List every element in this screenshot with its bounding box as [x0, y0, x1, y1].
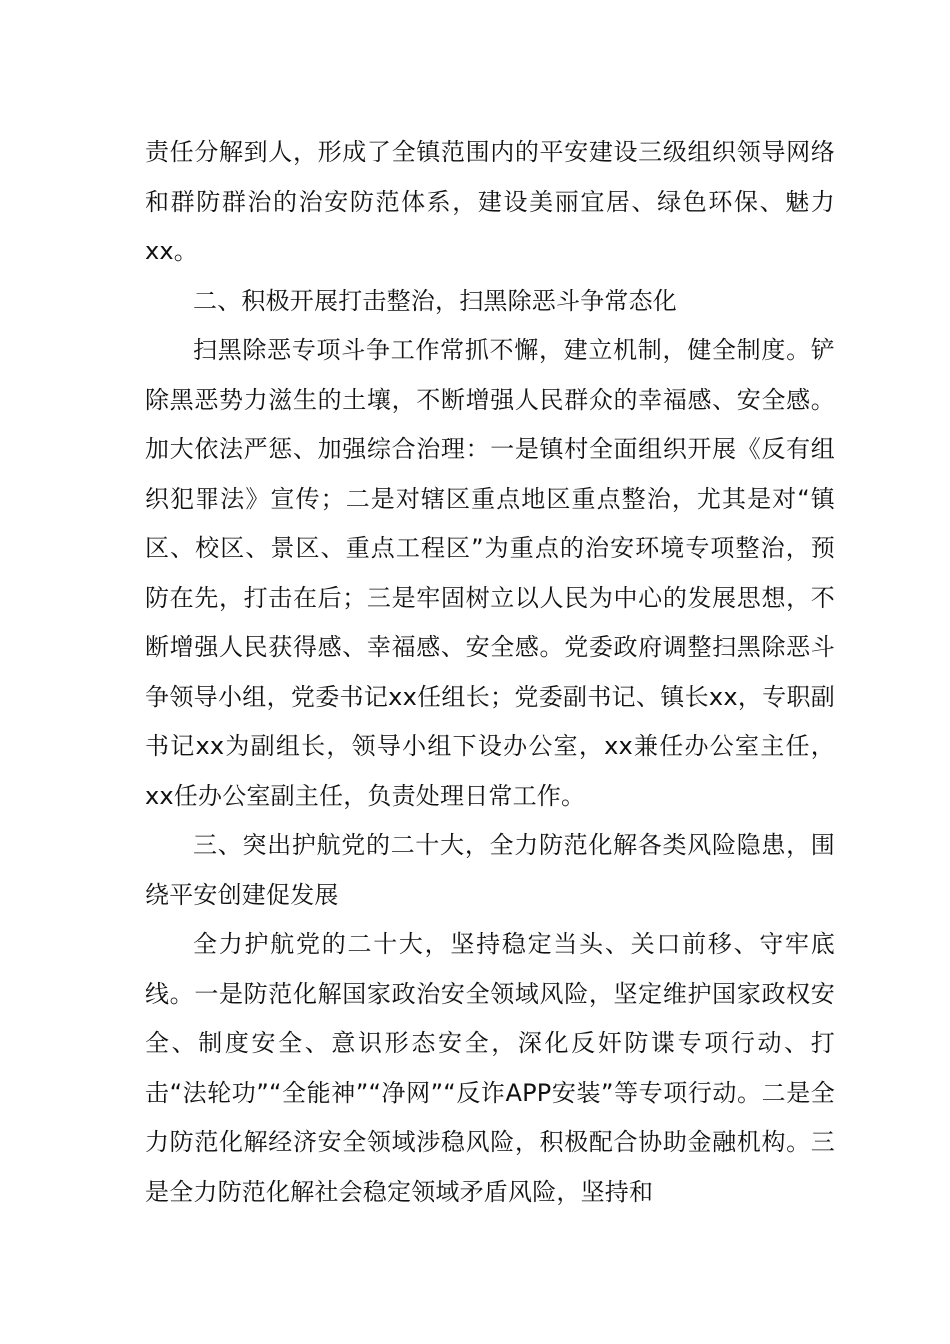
paragraph-section-2: 扫黑除恶专项斗争工作常抓不懈，建立机制，健全制度。铲除黑恶势力滋生的土壤，不断增强人民群众的幸福感、安全感。加大依法严惩、加强综合治理：一是镇村全面组织开展《反有组织犯罪法》宣传；二是对辖区重点地区重点整治，尤其是对“镇区、校区、景区、重点工程区”为重点的治安环境专项整治，预防在先，打击在后；三是牢固树立以人民为中心的发展思想，不断增强人民获得感、幸福感、安全感。党委政府调整扫黑除恶斗争领导小组，党委书记xx任组长；党委副书记、镇长xx，专职副书记xx为副组长，领导小组下设办公室，xx兼任办公室主任，xx任办公室副主任，负责处理日常工作。 — [145, 336, 835, 810]
document-body — [145, 128, 835, 1217]
section-heading-3: 三、突出护航党的二十大，全力防范化解各类风险隐患，围绕平安创建促发展 — [145, 831, 835, 909]
section-heading-2: 二、积极开展打击整治，扫黑除恶斗争常态化 — [193, 286, 677, 315]
paragraph-continuation: 责任分解到人，形成了全镇范围内的平安建设三级组织领导网络和群防群治的治安防范体系，建设美丽宜居、绿色环保、魅力xx。 — [145, 138, 835, 265]
paragraph-section-3: 全力护航党的二十大，坚持稳定当头、关口前移、守牢底线。一是防范化解国家政治安全领域风险，坚定维护国家政权安全、制度安全、意识形态安全，深化反奸防谍专项行动、打击“法轮功”“全能神”“净网”“反诈APP安装”等专项行动。二是全力防范化解经济安全领域涉稳风险，积极配合协助金融机构。三是全力防范化解社会稳定领域矛盾风险，坚持和 — [145, 930, 835, 1206]
